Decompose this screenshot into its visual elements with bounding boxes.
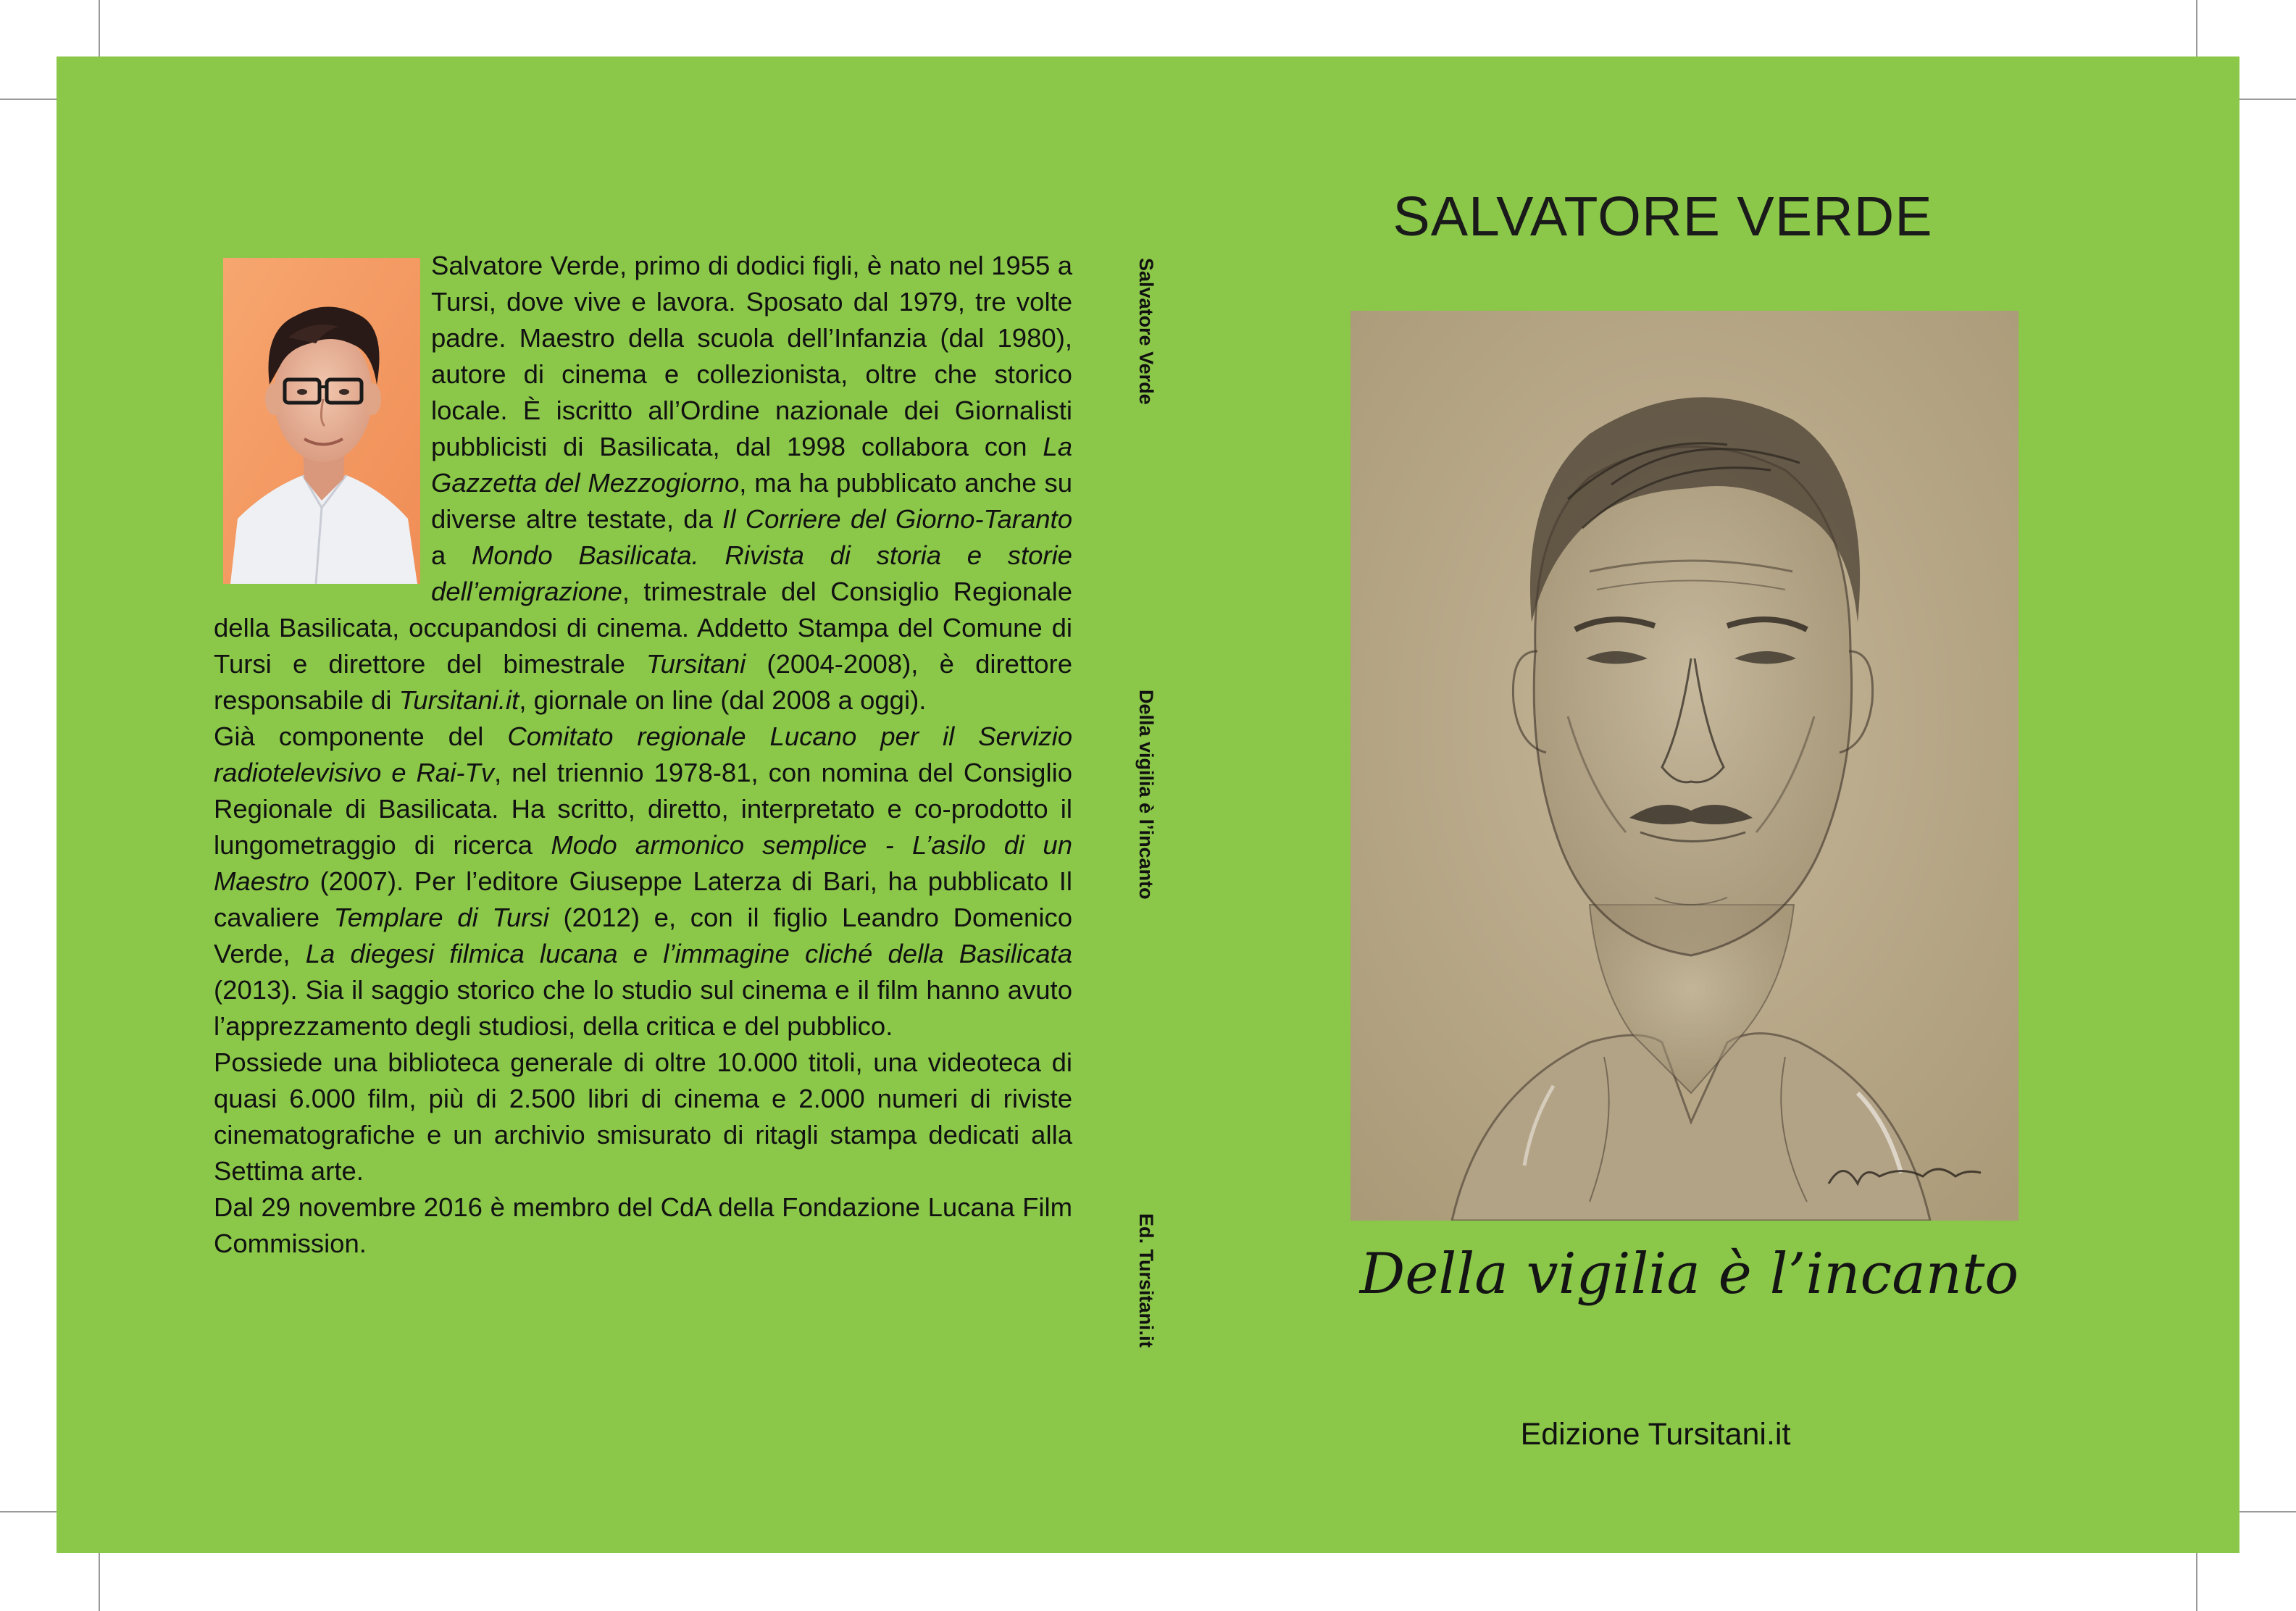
spine-title: Della vigilia è l’incanto xyxy=(1135,690,1157,900)
author-biography xyxy=(214,248,1072,1262)
cover-author-name: SALVATORE VERDE xyxy=(1393,185,1933,248)
cover-publisher: Edizione Tursitani.it xyxy=(1520,1417,1791,1452)
book-cover-spread xyxy=(57,57,2239,1553)
bio-paragraph: Dal 29 novembre 2016 è membro del CdA della Fondazione Lucana Film Commission. xyxy=(214,1192,1072,1258)
spine-publisher: Ed. Tursitani.it xyxy=(1135,1213,1157,1348)
bio-paragraph: Possiede una biblioteca generale di oltre 10.000 titoli, una videoteca di quasi 6.000 film, più di 2.500 libri di cinema e 2.000 numeri di riviste cinematografiche e un archivio smisurato di ritagli stampa dedicati alla Settima arte. xyxy=(214,1047,1072,1186)
spine-author: Salvatore Verde xyxy=(1135,258,1157,405)
portrait-drawing xyxy=(1351,311,2019,1221)
bio-paragraph: Salvatore Verde, primo di dodici figli, è nato nel 1955 a Tursi, dove vive e lavora. Sposato dal 1979, tre volte padre. Maestro della scuola dell’Infanzia (dal 1980), autore di cinema e collezionista, oltre che storico locale. È iscritto all’Ordine nazionale dei Giornalisti pubblicisti di Basilicata, dal 1998 collabora con La Gazzetta del Mezzogiorno, ma ha pubblicato anche su diverse altre testate, da Il Corriere del Giorno-Taranto a Mondo Basilicata. Rivista di storia e storie dell’emigrazione, trimestrale del Consiglio Regionale della Basilicata, occupandosi di cinema. Addetto Stampa del Comune di Tursi e direttore del bimestrale Tursitani (2004-2008), è direttore responsabile di Tursitani.it, giornale on line (dal 2008 a oggi). xyxy=(214,251,1073,715)
bio-paragraph: Già componente del Comitato regionale Lucano per il Servizio radiotelevisivo e Rai-Tv, nel triennio 1978-81, con nomina del Consiglio Regionale di Basilicata. Ha scritto, diretto, interpretato e co-prodotto il lungometraggio di ricerca Modo armonico semplice - L’asilo di un Maestro (2007). Per l’editore Giuseppe Laterza di Bari, ha pubblicato Il cavaliere Templare di Tursi (2012) e, con il figlio Leandro Domenico Verde, La diegesi filmica lucana e l’immagine cliché della Basilicata (2013). Sia il saggio storico che lo studio sul cinema e il film hanno avuto l’apprezzamento degli studiosi, della critica e del pubblico. xyxy=(214,721,1072,1041)
cover-title: Della vigilia è l’incanto xyxy=(1359,1242,2019,1307)
